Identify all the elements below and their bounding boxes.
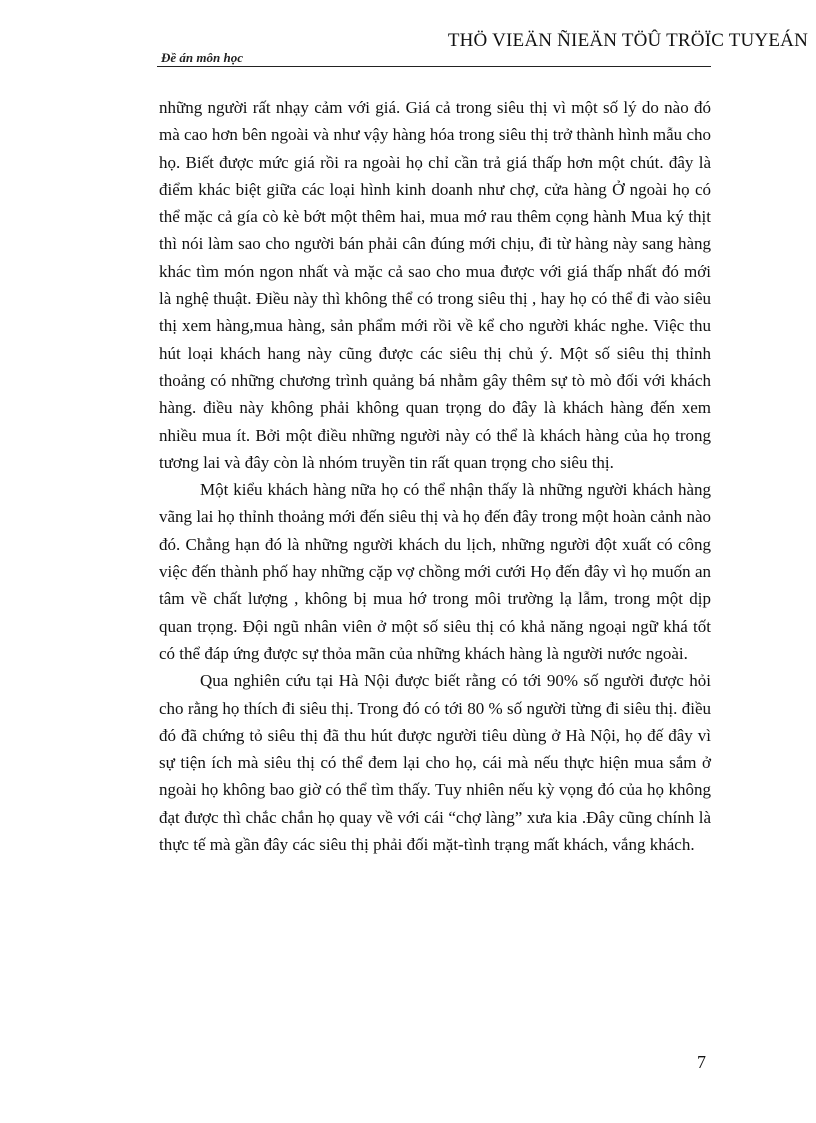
body-paragraph-2: Một kiểu khách hàng nữa họ có thể nhận thấy là những người khách hàng vãng lai họ thỉnh thoảng mới đến siêu thị và họ đến đây trong một hoàn cảnh nào đó. Chẳng hạn đó là những người khách du lịch, những người đột xuất có công việc đến thành phố hay những cặp vợ chồng mới cưới Họ đến đây vì họ muốn an tâm về chất lượng , không bị mua hớ trong môi trường lạ lẫm, trong một dịp quan trọng. Đội ngũ nhân viên ở một số siêu thị có khả năng ngoại ngữ khá tốt có thể đáp ứng được sự thỏa mãn của những khách hàng là người nước ngoài. [159, 480, 711, 663]
body-paragraph-1: những người rất nhạy cảm với giá. Giá cả trong siêu thị vì một số lý do nào đó mà cao hơn bên ngoài và như vậy hàng hóa trong siêu thị trở thành hình mẫu cho họ. Biết được mức giá rồi ra ngoài họ chỉ cần trả giá thấp hơn một chút. đây là điểm khác biệt giữa các loại hình kinh doanh như chợ, cửa hàng Ở ngoài họ có thể mặc cả gía cò kè bớt một thêm hai, mua mớ rau thêm cọng hành Mua ký thịt thì nói làm sao cho người bán phải cân đúng mới chịu, đi từ hàng này sang hàng khác tìm món ngon nhất và mặc cả sao cho mua được với giá thấp nhất đó mới là nghệ thuật. Điều này thì không thể có trong siêu thị , hay họ có thể đi vào siêu thị xem hàng,mua hàng, sản phẩm mới rồi về kể cho người khác nghe. Việc thu hút loại khách hang này cũng được các siêu thị chủ ý. Một số siêu thị thỉnh thoảng có những chương trình quảng bá nhằm gây thêm sự tò mò đối với khách hàng. điều này không phải không quan trọng do đây là khách hàng đến xem nhiều mua ít. Bởi một điều những người này có thể là khách hàng của họ trong tương lai và đây còn là nhóm truyền tin rất quan trọng cho siêu thị. [159, 98, 711, 472]
body-paragraph-3: Qua nghiên cứu tại Hà Nội được biết rằng có tới 90% số người được hỏi cho rằng họ thích đi siêu thị. Trong đó có tới 80 % số người từng đi siêu thị. điều đó đã chứng tỏ siêu thị đã thu hút được người tiêu dùng ở Hà Nội, họ đế đây vì sự tiện ích mà siêu thị có thể đem lại cho họ, cái mà nếu thực hiện mua sắm ở ngoài họ không bao giờ có thể tìm thấy. Tuy nhiên nếu kỳ vọng đó của họ không đạt được thì chắc chắn họ quay về với cái “chợ làng” xưa kia .Đây cũng chính là thực tế mà gần đây các siêu thị phải đối mặt-tình trạng mất khách, vắng khách. [159, 671, 711, 855]
header-divider [157, 66, 711, 67]
header-course-title: Đề án môn học [161, 50, 243, 65]
header-library-title: THÖ VIEÄN ÑIEÄN TÖÛ TRÖÏC TUYEÁN [447, 30, 808, 51]
document-body [159, 94, 711, 858]
page-number: 7 [697, 1052, 706, 1072]
